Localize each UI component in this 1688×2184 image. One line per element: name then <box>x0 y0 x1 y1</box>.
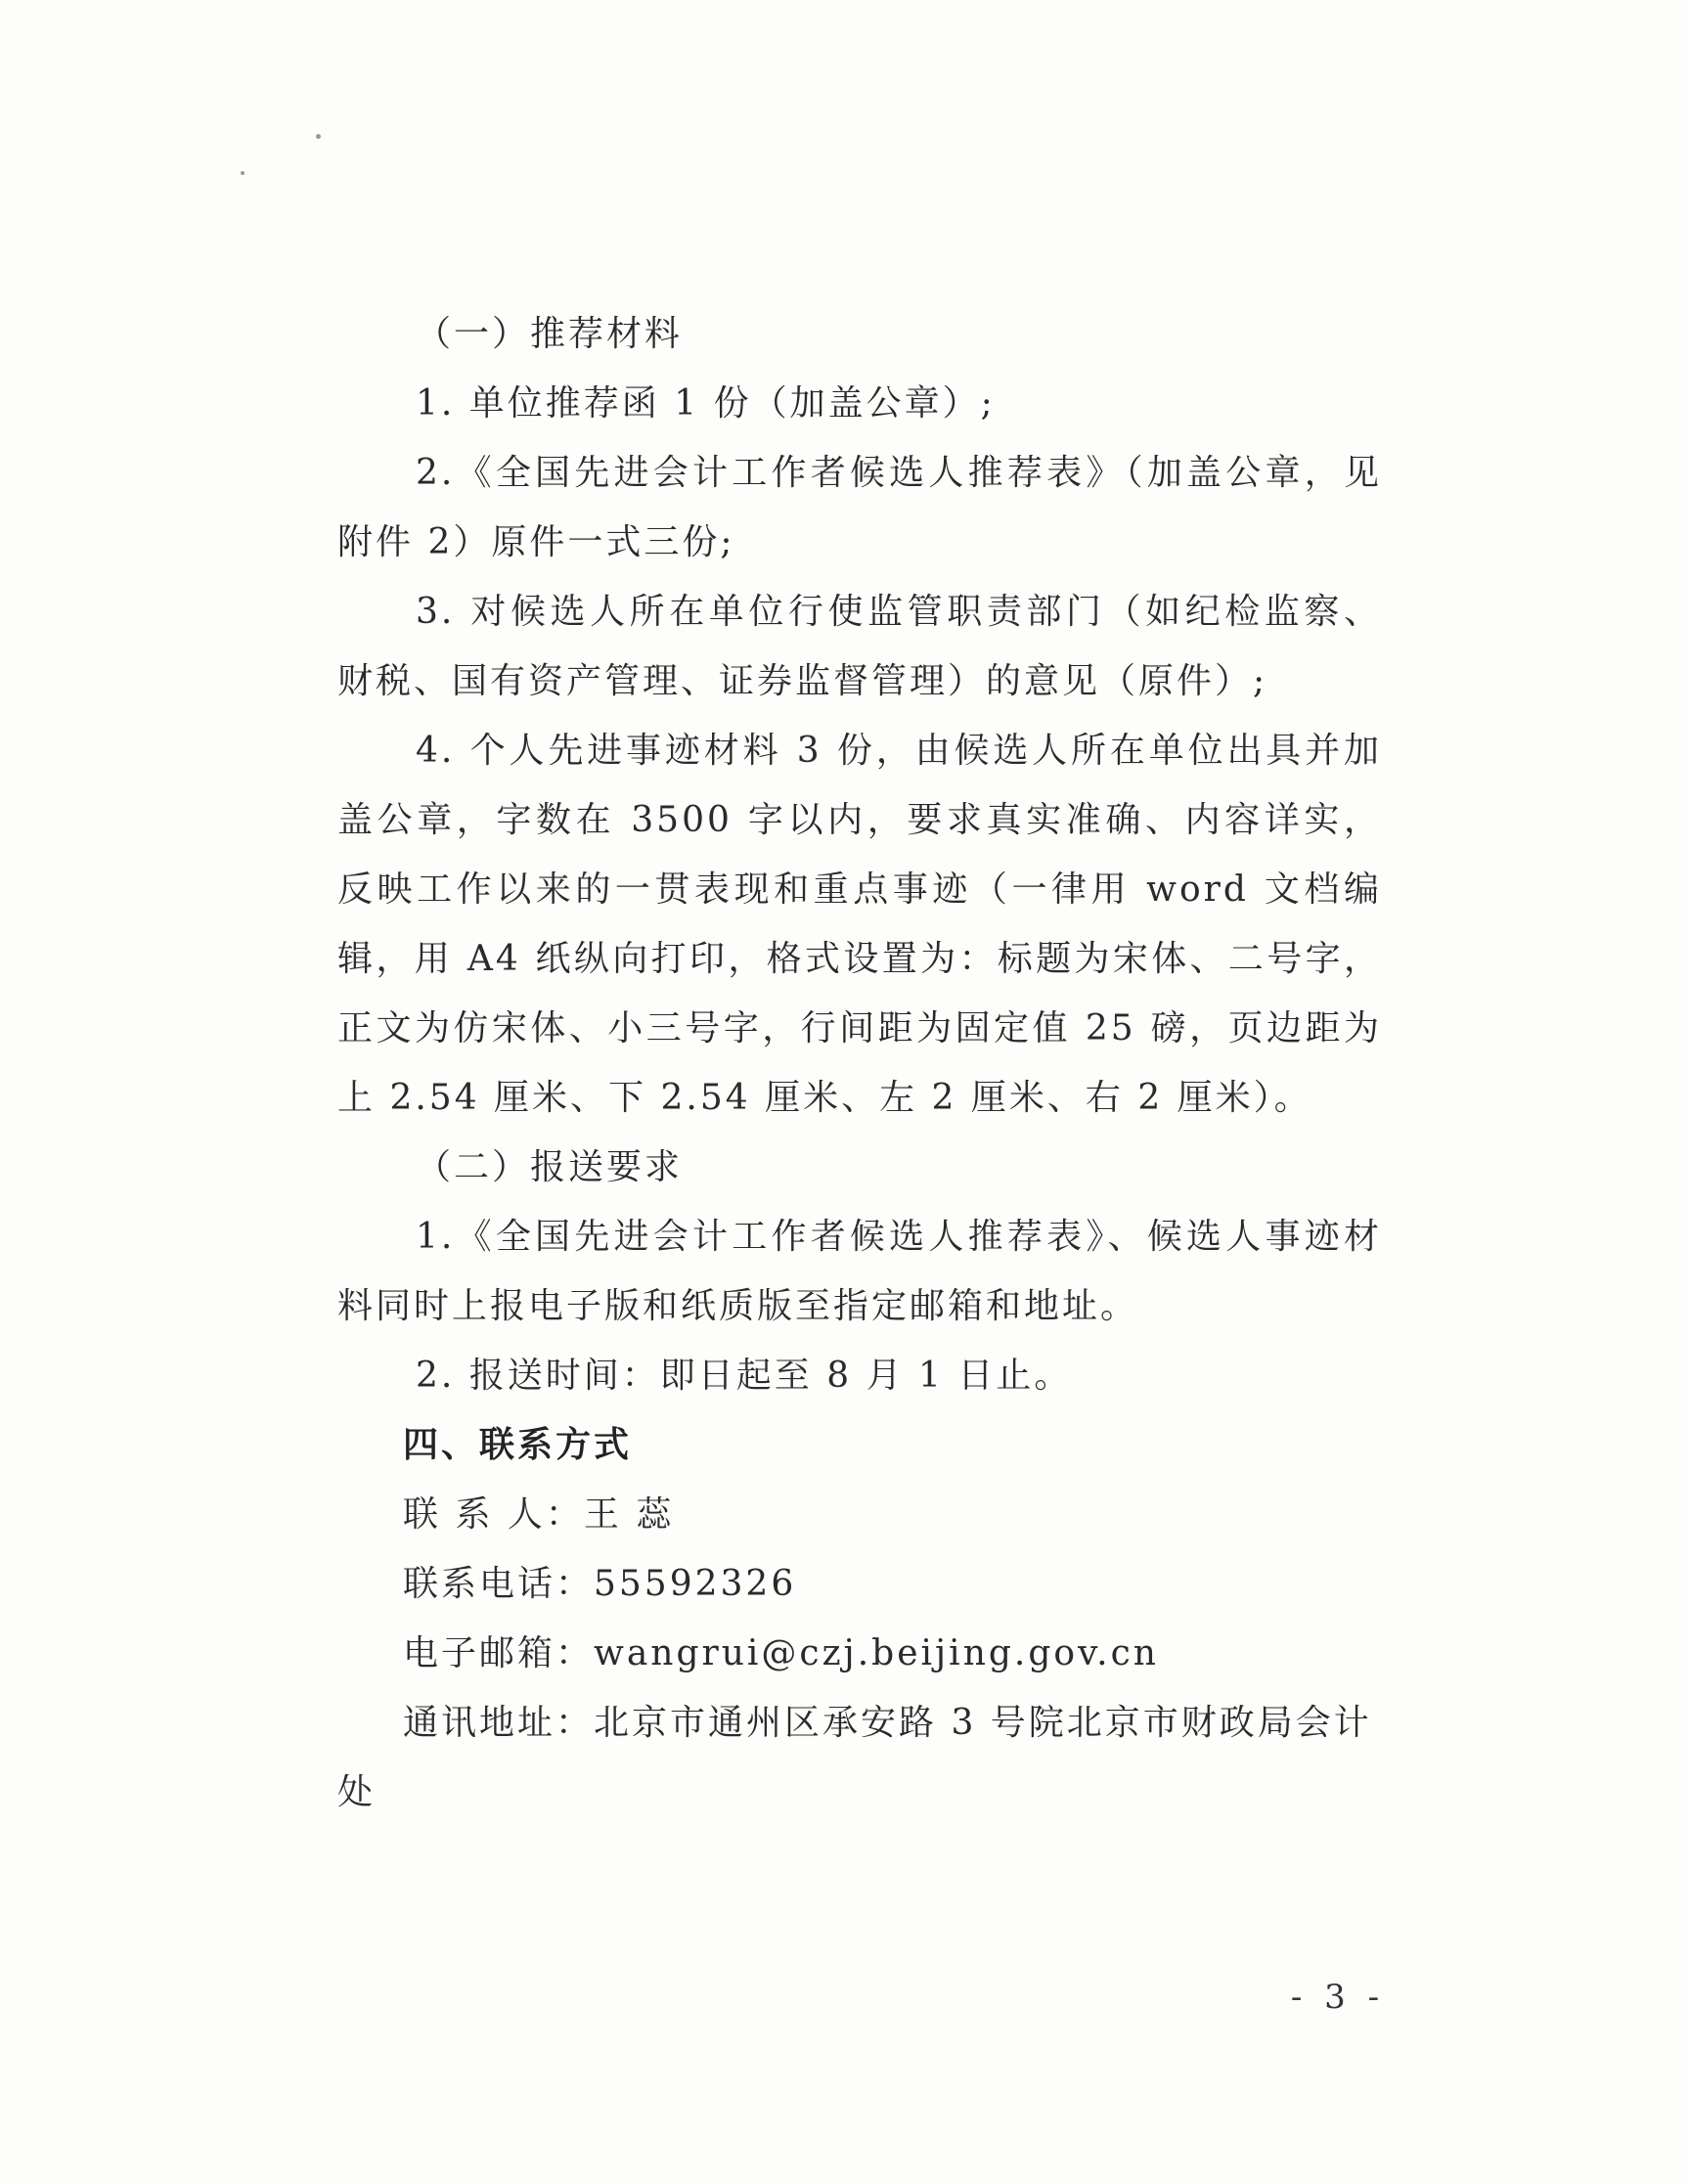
page-number: - 3 - <box>1290 1978 1386 2017</box>
contact-address: 通讯地址：北京市通州区承安路 3 号院北京市财政局会计处 <box>337 1703 1372 1812</box>
list-item-submission-format: 1.《全国先进会计工作者候选人推荐表》、候选人事迹材料同时上报电子版和纸质版至指定邮箱和地址。 <box>337 1217 1382 1326</box>
scan-speck <box>241 171 244 175</box>
list-item-supervision-opinion: 3. 对候选人所在单位行使监管职责部门（如纪检监察、财税、国有资产管理、证券监督管理）的意见（原件）; <box>337 592 1382 701</box>
subheading-recommendation-materials: （一）推荐材料 <box>416 314 684 354</box>
list-item-recommendation-letter: 1. 单位推荐函 1 份（加盖公章）; <box>416 383 996 423</box>
scan-speck <box>316 134 321 139</box>
subheading-submission-requirements: （二）报送要求 <box>416 1147 684 1187</box>
document-body <box>337 299 1382 1827</box>
section-heading-contact: 四、联系方式 <box>403 1425 633 1465</box>
contact-email: 电子邮箱：wangrui@czj.beijing.gov.cn <box>403 1633 1159 1673</box>
list-item-deeds-materials: 4. 个人先进事迹材料 3 份，由候选人所在单位出具并加盖公章，字数在 3500 字以内，要求真实准确、内容详实，反映工作以来的一贯表现和重点事迹（一律用 word 文档编辑，用 A4 纸纵向打印，格式设置为：标题为宋体、二号字，正文为仿宋体、小三号字，行间距为固定值 25 磅，页边距为上 2.54 厘米、下 2.54 厘米、左 2 厘米、右 2 厘米）。 <box>337 731 1382 1118</box>
contact-person: 联 系 人：王 蕊 <box>403 1494 675 1535</box>
contact-phone: 联系电话：55592326 <box>403 1564 797 1604</box>
list-item-submission-deadline: 2. 报送时间：即日起至 8 月 1 日止。 <box>416 1356 1073 1396</box>
list-item-recommendation-form: 2.《全国先进会计工作者候选人推荐表》（加盖公章，见附件 2）原件一式三份; <box>337 453 1382 562</box>
